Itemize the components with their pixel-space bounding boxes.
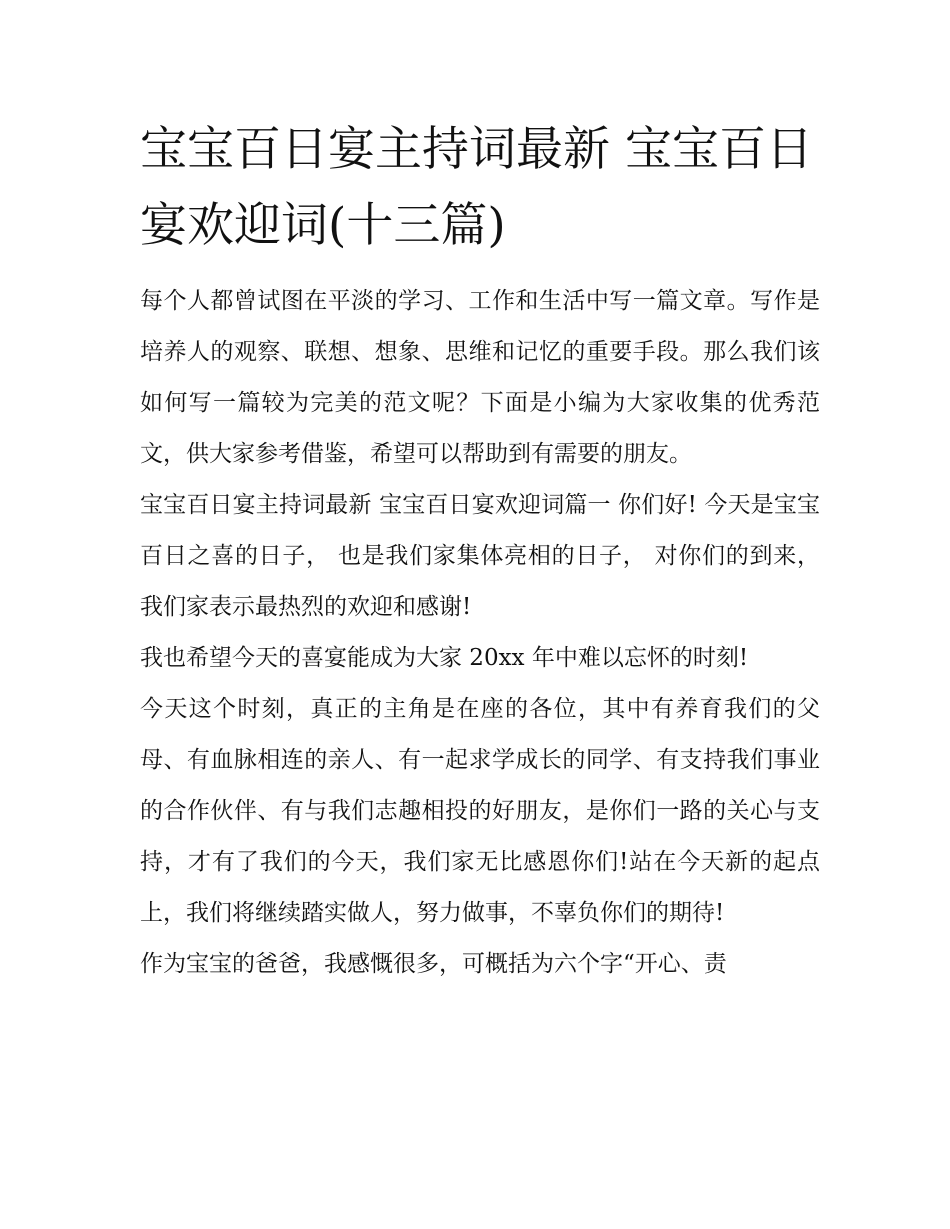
intro-paragraph: 每个人都曾试图在平淡的学习、工作和生活中写一篇文章。写作是培养人的观察、联想、想象、思维和记忆的重要手段。那么我们该如何写一篇较为完美的范文呢？下面是小编为大家收集的优秀范文，供大家参考借鉴，希望可以帮助到有需要的朋友。 — [140, 288, 820, 467]
wish-paragraph: 我也希望今天的喜宴能成为大家 20xx 年中难以忘怀的时刻! — [140, 645, 749, 671]
document-body — [140, 276, 820, 990]
gratitude-paragraph: 今天这个时刻，真正的主角是在座的各位，其中有养育我们的父母、有血脉相连的亲人、有一起求学成长的同学、有支持我们事业的合作伙伴、有与我们志趣相投的好朋友，是你们一路的关心与支持，才有了我们的今天，我们家无比感恩你们!站在今天新的起点上，我们将继续踏实做人，努力做事，不辜负你们的期待! — [140, 696, 820, 926]
document-title: 宝宝百日宴主持词最新 宝宝百日宴欢迎词(十三篇) — [140, 122, 813, 253]
welcome-paragraph: 宝宝百日宴主持词最新 宝宝百日宴欢迎词篇一 你们好! 今天是宝宝百日之喜的日子， 也是我们家集体亮相的日子， 对你们的到来，我们家表示最热烈的欢迎和感谢! — [140, 492, 820, 620]
father-paragraph: 作为宝宝的爸爸，我感慨很多，可概括为六个字“开心、责 — [140, 951, 727, 977]
